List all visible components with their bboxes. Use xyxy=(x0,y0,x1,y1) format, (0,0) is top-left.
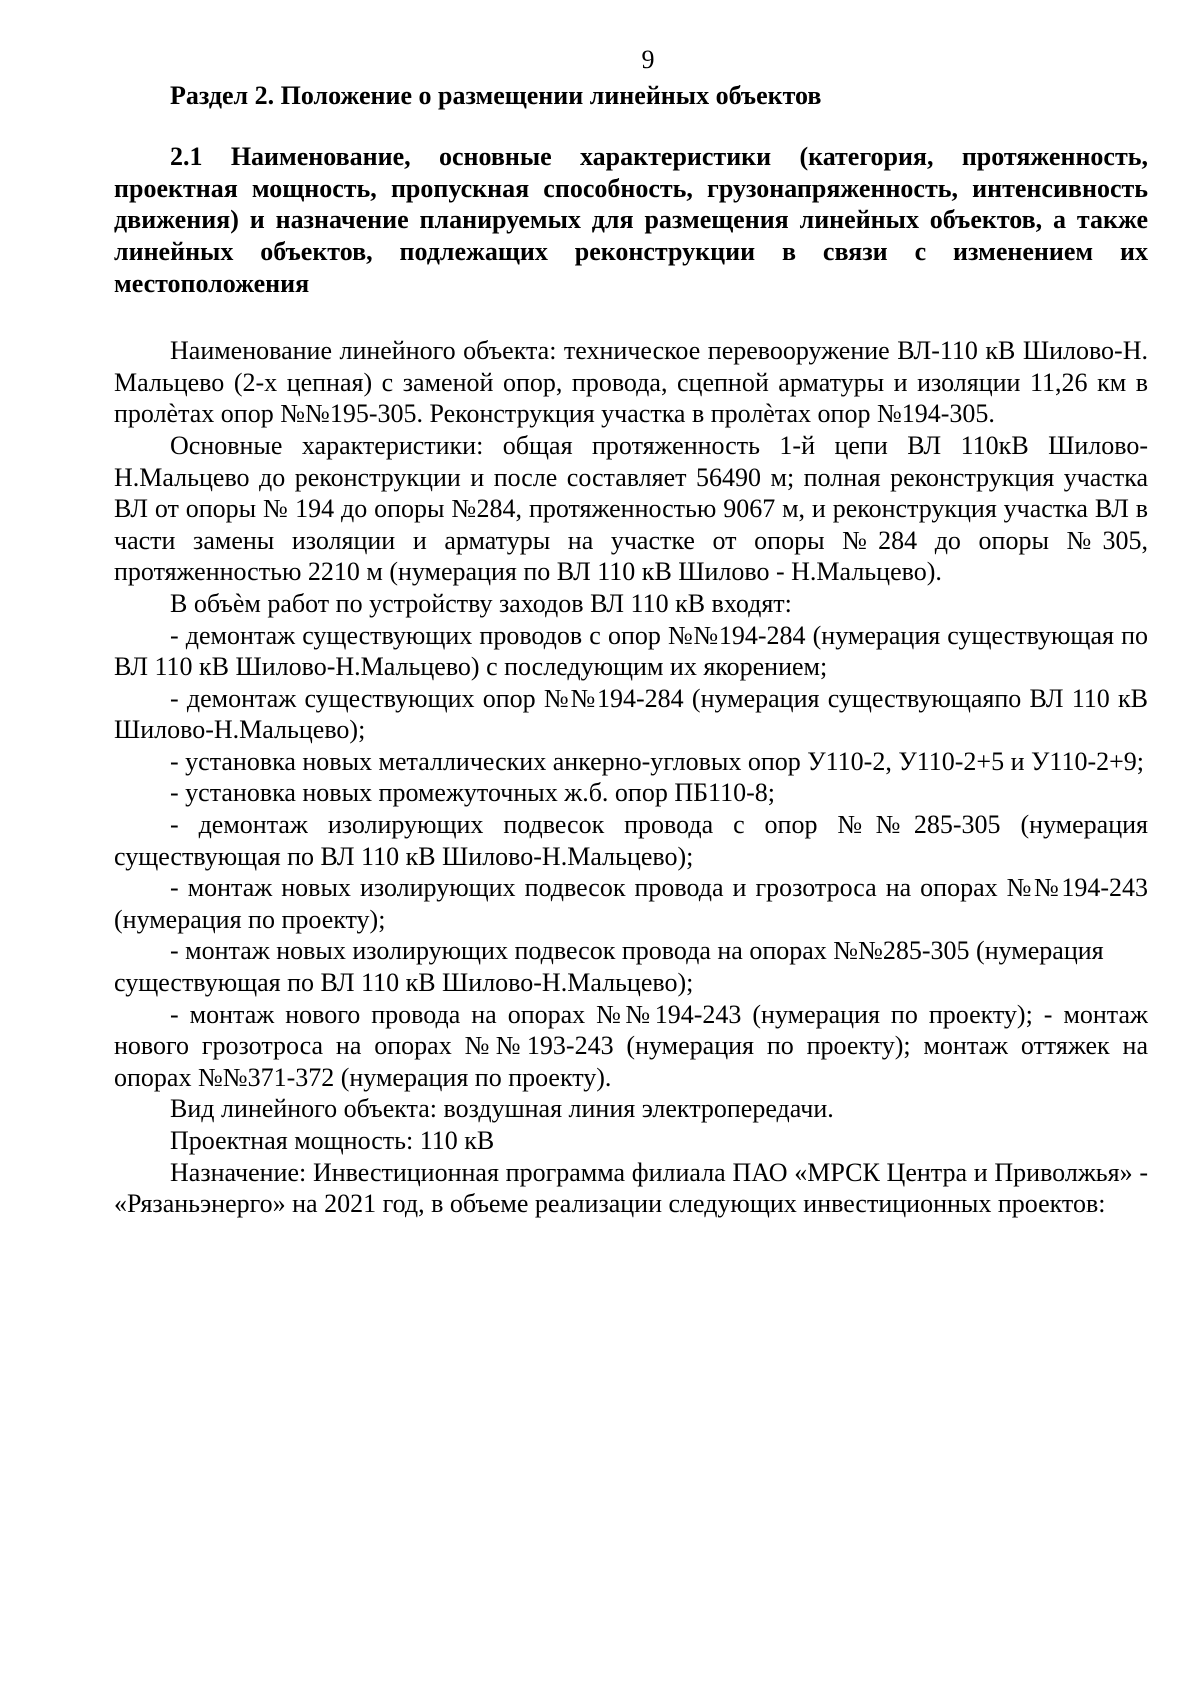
document-body xyxy=(114,335,1148,1220)
list-item: - установка новых промежуточных ж.б. опор ПБ110-8; xyxy=(170,778,775,808)
paragraph-scope-intro: В объѐм работ по устройству заходов ВЛ 110 кВ входят: xyxy=(170,588,792,618)
list-item: - монтаж нового провода на опорах №№194-243 (нумерация по проекту); - монтаж нового грозотроса на опорах №№193-243 (нумерация по проекту); монтаж оттяжек на опорах №№371-372 (нумерация по проекту). xyxy=(114,999,1148,1092)
paragraph-design-capacity: Проектная мощность: 110 кВ xyxy=(170,1126,495,1155)
list-item: - демонтаж изолирующих подвесок провода с опор №№285-305 (нумерация существующая по ВЛ 110 кВ Шилово-Н.Мальцево); xyxy=(114,810,1148,871)
section-title: Раздел 2. Положение о размещении линейных объектов xyxy=(170,80,822,110)
subsection-title: 2.1 Наименование, основные характеристики (категория, протяженность, проектная мощность, пропускная способность, грузонапряженность, интенсивность движения) и назначение планируемых для размещения линейных объектов, а также линейных объектов, подлежащих реконструкции в связи с изменением их местоположения xyxy=(114,142,1148,298)
paragraph-purpose: Назначение: Инвестиционная программа филиала ПАО «МРСК Центра и Приволжья» - «Рязаньэнерго» на 2021 год, в объеме реализации следующих инвестиционных проектов: xyxy=(114,1157,1148,1219)
list-item: - установка новых металлических анкерно-угловых опор У110-2, У110-2+5 и У110-2+9; xyxy=(170,746,1144,776)
page-number: 9 xyxy=(641,45,655,74)
paragraph-object-name: Наименование линейного объекта: техническое перевооружение ВЛ-110 кВ Шилово-Н. Мальцево (2-х цепная) с заменой опор, провода, сцепной арматуры и изоляции 11,26 км в пролѐтах опор №№195-305. Реконструкция участка в пролѐтах опор №194-305. xyxy=(114,336,1148,429)
list-item: - монтаж новых изолирующих подвесок провода на опорах №№285-305 (нумерация существующая по ВЛ 110 кВ Шилово-Н.Мальцево); xyxy=(114,936,1104,998)
paragraph-main-characteristics: Основные характеристики: общая протяженность 1-й цепи ВЛ 110кВ Шилово-Н.Мальцево до реконструкции и после составляет 56490 м; полная реконструкция участка ВЛ от опоры № 194 до опоры №284, протяженностью 9067 м, и реконструкция участка ВЛ в части замены изоляции и арматуры на участке от опоры №284 до опоры №305, протяженностью 2210 м (нумерация по ВЛ 110 кВ Шилово - Н.Мальцево). xyxy=(114,430,1148,587)
paragraph-object-type: Вид линейного объекта: воздушная линия электропередачи. xyxy=(170,1094,834,1124)
list-item: - демонтаж существующих опор №№194-284 (нумерация существующаяпо ВЛ 110 кВ Шилово-Н.Мальцево); xyxy=(114,683,1148,745)
list-item: - демонтаж существующих проводов с опор №№194-284 (нумерация существующая по ВЛ 110 кВ Шилово-Н.Мальцево) с последующим их якорением; xyxy=(114,620,1148,682)
list-item: - монтаж новых изолирующих подвесок провода и грозотроса на опорах №№194-243 (нумерация по проекту); xyxy=(114,873,1148,934)
